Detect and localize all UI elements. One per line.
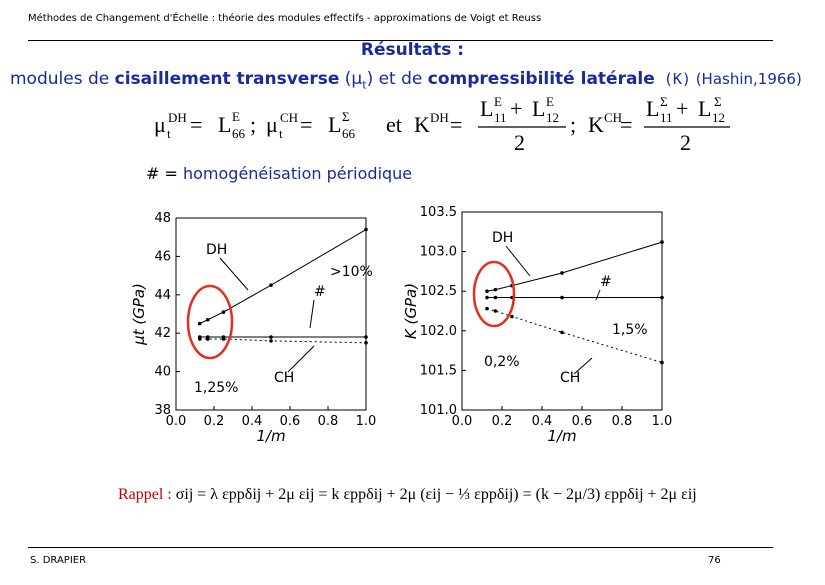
- formula-two1: 2: [514, 130, 525, 155]
- y-tick-label: 40: [154, 364, 171, 380]
- label-hash: #: [314, 284, 326, 300]
- x-tick-label: 1.0: [651, 414, 672, 429]
- y-tick-label: 103.0: [419, 244, 457, 260]
- formula-k2: K: [588, 112, 604, 137]
- formula-k1: K: [414, 112, 430, 137]
- formula-l66: L: [218, 112, 232, 137]
- x-tick-label: 0.2: [203, 414, 225, 429]
- header-title: Méthodes de Changement d'Échelle : théorie des modules effectifs - approximations de Voigt et Reuss: [28, 13, 542, 24]
- formula-l12b-sub: 12: [712, 110, 725, 125]
- subtitle-pre: modules de: [10, 69, 115, 89]
- subtitle-sub: t: [362, 78, 367, 92]
- x-tick-label: 0.4: [531, 414, 553, 429]
- formula-ch1: CH: [280, 110, 299, 125]
- subtitle-bold-2: compressibilité latérale: [427, 69, 655, 89]
- y-axis-label: K (GPa): [402, 282, 420, 340]
- formula-dh1: DH: [168, 110, 187, 125]
- x-tick-label: 0.8: [611, 414, 633, 429]
- y-tick-label: 48: [154, 211, 171, 226]
- subtitle-mid2: ) et de: [366, 69, 428, 89]
- x-tick-label: 0.0: [451, 414, 473, 429]
- formula-e1: E: [232, 109, 240, 124]
- formula-l66b: L: [328, 112, 342, 137]
- y-tick-label: 102.5: [419, 284, 457, 300]
- x-tick-label: 0.4: [241, 414, 263, 429]
- formula-l12b: L: [698, 96, 712, 121]
- formula-et: et: [386, 112, 402, 137]
- formula-e2: E: [494, 94, 502, 109]
- formula-t2: t: [279, 126, 283, 141]
- formula-semi2: ;: [570, 112, 577, 137]
- formula-two2: 2: [680, 130, 691, 155]
- subtitle-mid: (μ: [339, 69, 363, 89]
- x-tick-label: 0.6: [279, 414, 301, 429]
- rappel: [118, 486, 697, 504]
- x-tick-label: 0.2: [491, 414, 513, 429]
- formula-sigma2: Σ: [660, 94, 668, 109]
- highlight-circle-left: [188, 286, 232, 358]
- x-axis-label: 1/m: [547, 427, 577, 445]
- y-tick-label: 102.0: [419, 323, 457, 339]
- rappel-text: σij = λ εppδij + 2μ εij = k εppδij + 2μ (εij − ⅓ εppδij) = (k − 2μ/3) εppδij + 2μ εij: [175, 486, 697, 503]
- formula-l12-sub: 12: [546, 110, 559, 125]
- subtitle-k: (K): [654, 70, 691, 88]
- footer-page: 76: [708, 555, 721, 566]
- formula-l11b: L: [646, 96, 660, 121]
- formula-t1: t: [167, 126, 171, 141]
- x-tick-label: 0.8: [317, 414, 339, 429]
- formula-mu1: μ: [154, 112, 166, 137]
- pct-left-top: >10%: [330, 264, 373, 280]
- formula-semi1: ;: [250, 112, 257, 137]
- y-axis-label: μt (GPa): [130, 283, 148, 345]
- y-tick-label: 44: [154, 287, 171, 303]
- label-dh: DH: [492, 230, 514, 246]
- formula-plus1: +: [510, 96, 523, 121]
- formula-sigma1: Σ: [342, 109, 350, 124]
- y-tick-label: 38: [154, 403, 171, 418]
- label-ch: CH: [274, 370, 295, 386]
- formula-eq3: =: [450, 112, 463, 137]
- slide-title: Résultats :: [360, 40, 465, 60]
- y-tick-label: 101.5: [419, 363, 457, 379]
- formula-ch2: CH: [604, 110, 623, 125]
- note-text: homogénéisation périodique: [182, 164, 413, 183]
- pct-right-bottom: 0,2%: [484, 354, 520, 370]
- label-hash: #: [600, 274, 612, 290]
- x-tick-label: 0.0: [165, 414, 187, 429]
- y-tick-label: 42: [154, 326, 171, 342]
- formula-eq4: =: [620, 112, 633, 137]
- formula-l11b-sub: 11: [660, 110, 673, 125]
- formula-l12: L: [532, 96, 546, 121]
- formula-e3: E: [546, 94, 554, 109]
- x-tick-label: 0.6: [571, 414, 593, 429]
- formula-plus2: +: [676, 96, 689, 121]
- pct-left-bottom: 1,25%: [194, 380, 239, 396]
- y-tick-label: 101.0: [419, 403, 457, 418]
- label-dh: DH: [206, 242, 228, 258]
- formula-l66-sub: 66: [232, 126, 245, 141]
- formula-sigma3: Σ: [714, 94, 722, 109]
- formula-l66b-sub: 66: [342, 126, 355, 141]
- formula-mu2: μ: [266, 112, 278, 137]
- subtitle-ref: (Hashin,1966): [690, 70, 802, 88]
- y-tick-label: 46: [154, 249, 171, 265]
- rappel-label: Rappel :: [118, 486, 176, 503]
- x-axis-label: 1/m: [256, 427, 286, 445]
- y-tick-label: 103.5: [419, 205, 457, 220]
- formula-dh2: DH: [430, 110, 449, 125]
- subtitle-bold-1: cisaillement transverse: [114, 69, 340, 89]
- highlight-circle-right: [474, 262, 514, 326]
- formula-l11-sub: 11: [494, 110, 507, 125]
- formula-l11: L: [480, 96, 494, 121]
- footer-rule: [28, 547, 773, 548]
- footer-author: S. DRAPIER: [30, 555, 87, 566]
- formula-eq1: =: [190, 112, 203, 137]
- x-tick-label: 1.0: [355, 414, 377, 429]
- formula-eq2: =: [300, 112, 313, 137]
- note-hash: # =: [146, 164, 183, 183]
- pct-right-top: 1,5%: [612, 322, 648, 338]
- label-ch: CH: [560, 370, 581, 386]
